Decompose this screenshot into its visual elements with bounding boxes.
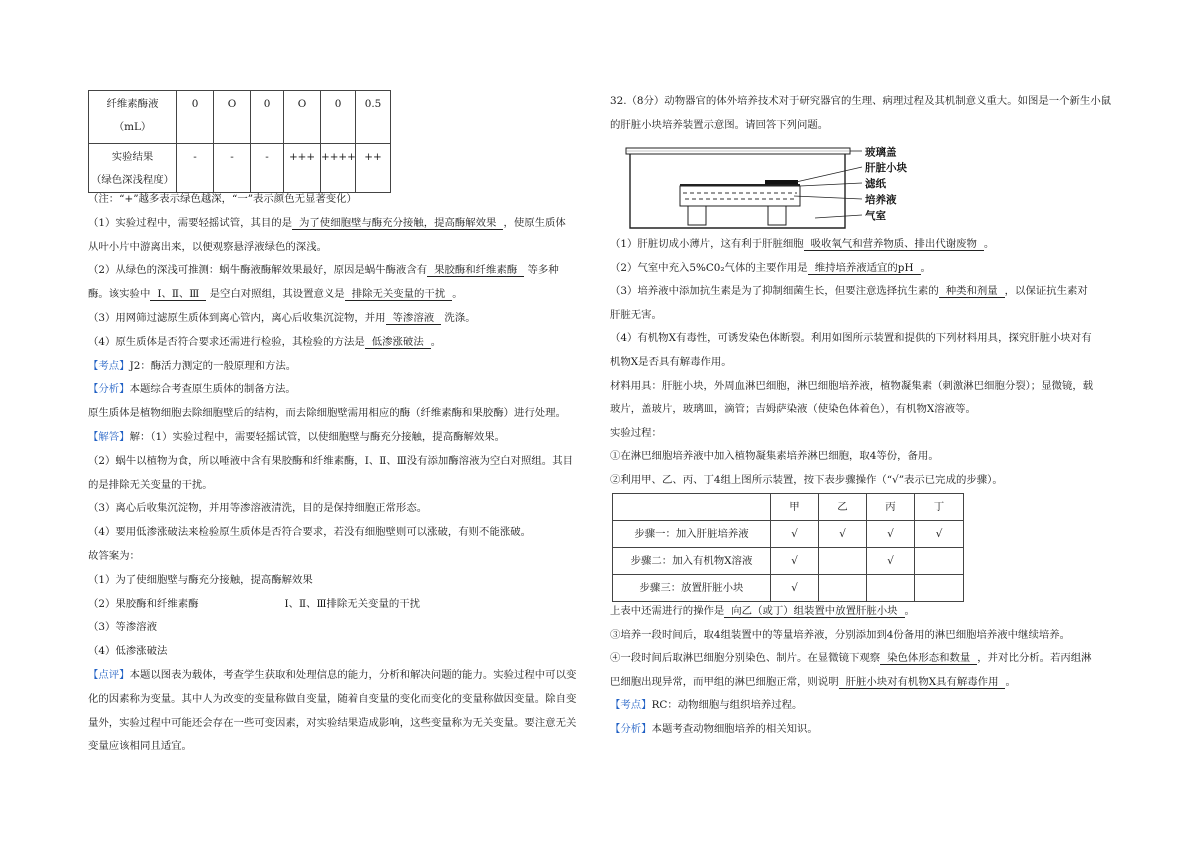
check-mark: √ [867,548,915,575]
text-run: （4）要用低渗涨破法来检验原生质体是否符合要求，若没有细胞壁则可以涨破，有则不能涨破。 [88,526,532,539]
text-line [88,355,598,379]
text-run: ④一段时间后取淋巴细胞分别染色、制片。在显微镜下观察 [610,652,881,665]
dish-leg [688,206,706,225]
text-line [610,351,1115,375]
text-line [610,600,1115,624]
step-label: 步骤三：放置肝脏小块 [613,575,771,602]
text-run: 。 [430,335,442,348]
diagram-label-filter-paper: 滤纸 [865,178,886,190]
text-line [610,694,1115,718]
table-cell: - [177,144,214,193]
text-line [88,331,598,355]
check-mark [867,575,915,602]
text-run: 的是排除无关变量的干扰。 [88,478,213,491]
column-header: 乙 [819,494,867,521]
text-line [88,450,598,474]
text-line [88,474,598,498]
experiment-steps-table [612,493,964,602]
text-run: 本题综合考查原生质体的制备方法。 [129,383,296,396]
step-label: 步骤一：加入肝脏培养液 [613,521,771,548]
answer-blank: 维持培养液适宜的pH [808,262,921,275]
text-line [88,735,598,759]
column-header: 丁 [915,494,964,521]
text-line [88,569,598,593]
text-line [88,259,598,283]
tabbed-text: Ⅰ、Ⅱ、Ⅲ排除无关变量的干扰 [284,597,421,610]
text-run: 肝脏无害。 [610,308,662,321]
question-32-continued [610,600,1115,742]
section-tag: 【考点】 [610,699,652,712]
text-line [610,445,1115,469]
section-tag: 【点评】 [88,668,130,681]
table-cell: O [214,91,251,144]
check-mark: √ [771,575,819,602]
text-line [88,521,598,545]
leader-line [800,183,862,186]
question-32-intro [610,90,1115,137]
text-line [88,593,598,617]
text-run: （2）果胶酶和纤维素酶 [88,597,199,610]
answer-blank: 等渗溶液 [386,312,442,325]
check-mark [819,575,867,602]
text-line [88,640,598,664]
text-run: （4）有机物X有毒性，可诱发染色体断裂。利用如图所示装置和提供的下列材料用具，探究肝脏小块对有 [610,332,1092,345]
answer-blank: 肝脏小块对有机物X具有解毒作用 [839,676,1006,689]
table-row [89,144,391,193]
table-cell: O [284,91,321,144]
text-run: 洗涤。 [441,311,476,324]
text-line [88,236,598,260]
row-label [89,91,177,144]
text-line [610,257,1115,281]
text-run: 机物X是否具有解毒作用。 [610,355,732,368]
row-label [89,144,177,193]
answer-blank: 吸收氧气和营养物质、排出代谢废物 [804,238,984,251]
text-run: ，以保证抗生素对 [1004,285,1088,298]
diagram-label-air-chamber: 气室 [865,210,886,222]
text-run: （3）离心后收集沉淀物，并用等渗溶液清洗，目的是保持细胞正常形态。 [88,502,428,515]
check-mark: √ [915,521,964,548]
table-row [613,548,964,575]
section-tag: 【分析】 [88,383,130,396]
text-run: （注：“+”越多表示绿色越深，“一”表示颜色无显著变化） [88,193,357,205]
text-run: 解：（1）实验过程中，需要轻摇试管，以使细胞壁与酶充分接触，提高酶解效果。 [129,430,506,443]
text-line [88,712,598,736]
diagram-label-culture-liquid: 培养液 [865,194,897,206]
text-line [88,212,598,236]
text-line [610,469,1115,493]
text-run: ②利用甲、乙、丙、丁4组上图所示装置，按下表步骤操作（“√”表示已完成的步骤）。 [610,473,1003,486]
table-header-row [613,494,964,521]
leader-line [794,196,862,199]
text-run: （1）为了使细胞壁与酶充分接触，提高酶解效果 [88,573,313,586]
text-run: 巴细胞出现异常，而甲组的淋巴细胞正常，则说明 [610,675,839,688]
text-line [610,422,1115,446]
table-row [89,91,391,144]
text-line [88,283,598,307]
text-run: （4）低渗涨破法 [88,645,168,658]
text-line [610,233,1115,257]
text-run: 的肝脏小块培养装置示意图。请回答下列问题。 [610,118,829,131]
answer-blank: Ⅰ、Ⅱ、Ⅲ [150,288,206,301]
check-mark: √ [771,521,819,548]
text-run: 变量应该相同且适宜。 [88,740,192,753]
left-column-text [88,188,598,759]
text-run: 32.（8分）动物器官的体外培养技术对于研究器官的生理、病理过程及其机制意义重大。如图是一个新生小鼠 [610,95,1112,107]
liver-culture-apparatus-diagram [610,138,915,233]
check-mark: √ [819,521,867,548]
text-run: （4）原生质体是否符合要求还需进行检验，其检验的方法是 [88,335,365,348]
table-cell: - [214,144,251,193]
column-header: 丙 [867,494,915,521]
answer-blank: 种类和剂量 [939,285,1005,298]
text-run: 。 [452,288,463,301]
text-run: （3）培养液中添加抗生素是为了抑制细菌生长，但要注意选择抗生素的 [610,285,939,298]
text-run: 。 [920,261,931,274]
table-cell: ++++ [321,144,356,193]
row-label-line: 实验结果 [111,151,154,163]
text-line [610,114,1115,138]
section-tag: 【考点】 [88,359,130,372]
table-corner [613,494,771,521]
text-run: 。 [1005,675,1016,688]
text-line [610,718,1115,742]
text-run: J2：酶活力测定的一般原理和方法。 [129,359,297,372]
answer-blank: 果胶酶和纤维素酶 [427,264,524,277]
text-line [88,664,598,688]
table-cell: 0 [177,91,214,144]
text-run: 量外，实验过程中可能还会存在一些可变因素，对实验结果造成影响，这些变量称为无关变量。要注意无关 [88,716,577,729]
text-run: ，并对比分析。若丙组淋 [977,652,1092,665]
text-line [88,402,598,426]
diagram-label-glass-lid: 玻璃盖 [865,146,897,159]
text-run: 从叶小片中游离出来，以便观察悬浮液绿色的深浅。 [88,240,327,253]
check-mark [915,575,964,602]
text-run: （1）实验过程中，需要轻摇试管，其目的是 [88,216,293,229]
question-32-body [610,233,1115,493]
table-cell: 0 [251,91,284,144]
table-cell: 0.5 [356,91,391,144]
text-line [88,497,598,521]
text-line [610,280,1115,304]
culture-dish [680,186,800,206]
text-line [610,398,1115,422]
text-line [88,378,598,402]
text-run: 本题考查动物细胞培养的相关知识。 [651,722,818,735]
text-run: 化的因素称为变量。其中人为改变的变量称做自变量，随着自变量的变化而变化的变量称做因变量。除自变 [88,692,577,705]
table-row [613,521,964,548]
text-line [88,616,598,640]
text-run: 上表中还需进行的操作是 [610,605,725,617]
text-run: 玻片，盖玻片，玻璃皿，滴管；吉姆萨染液（使染色体着色），有机物X溶液等。 [610,403,976,416]
text-run: （2）气室中充入5%C0₂气体的主要作用是 [610,261,808,274]
text-run: 。 [904,605,915,617]
text-line [610,327,1115,351]
dish-leg [768,206,786,225]
leader-line [815,215,862,218]
answer-blank: 排除无关变量的干扰 [345,288,453,301]
text-line [88,188,598,212]
text-run: 原生质体是植物细胞去除细胞壁后的结构，而去除细胞壁需用相应的酶（纤维素酶和果胶酶）进行处理。 [88,407,566,420]
answer-blank: 低渗涨破法 [365,336,431,349]
text-run: 等多种 [524,264,559,277]
diagram-label-liver-piece: 肝脏小块 [865,162,907,174]
text-run: RC：动物细胞与组织培养过程。 [651,699,803,712]
row-label-line: （绿色深浅程度） [90,174,175,186]
text-run: 实验过程： [610,426,662,439]
check-mark: √ [867,521,915,548]
text-run: （3）等渗溶液 [88,621,157,634]
section-tag: 【分析】 [610,722,652,735]
text-line [610,647,1115,671]
text-line [88,426,598,450]
text-run: （3）用网筛过滤原生质体到离心管内，离心后收集沉淀物，并用 [88,311,386,324]
text-run: （2）蜗牛以植物为食，所以唾液中含有果胶酶和纤维素酶，Ⅰ、Ⅱ、Ⅲ没有添加酶溶液为空白对照组。其目 [88,454,573,467]
text-line [610,304,1115,328]
table-row [613,575,964,602]
answer-blank: 为了使细胞壁与酶充分接触，提高酶解效果 [292,217,503,230]
table-cell: +++ [284,144,321,193]
text-line [88,688,598,712]
text-run: ，使原生质体 [503,216,566,229]
text-line [88,545,598,569]
answer-blank: 染色体形态和数量 [880,652,977,665]
column-header: 甲 [771,494,819,521]
check-mark [915,548,964,575]
table-cell: 0 [321,91,356,144]
text-line [610,90,1115,114]
text-run: 是空白对照组，其设置意义是 [206,288,345,301]
text-run: 故答案为： [88,549,140,562]
text-line [610,375,1115,399]
table-cell: - [251,144,284,193]
text-run: ①在淋巴细胞培养液中加入植物凝集素培养淋巴细胞，取4等份，备用。 [610,450,939,463]
leader-line [796,167,862,182]
text-line [610,671,1115,695]
text-run: （1）肝脏切成小薄片，这有利于肝脏细胞 [610,238,804,250]
step-label: 步骤二：加入有机物X溶液 [613,548,771,575]
text-line [610,624,1115,648]
section-tag: 【解答】 [88,430,130,443]
check-mark [819,548,867,575]
enzyme-results-table [88,90,391,193]
text-run: 材料用具：肝脏小块，外周血淋巴细胞，淋巴细胞培养液，植物凝集素（刺激淋巴细胞分裂）；显微镜，载 [610,379,1094,392]
text-run: ③培养一段时间后，取4组装置中的等量培养液，分别添加到4份备用的淋巴细胞培养液中继续培养。 [610,628,1071,641]
text-run: 。 [983,238,995,250]
text-run: 酶。该实验中 [88,288,151,301]
row-label-line: 纤维素酶液 [106,98,159,110]
text-line [88,307,598,331]
liver-piece [765,180,798,185]
table-cell: ++ [356,144,391,193]
text-run: 本题以图表为载体，考查学生获取和处理信息的能力，分析和解决问题的能力。实验过程中可以变 [129,668,577,681]
row-label-line: （mL） [113,121,152,133]
answer-blank: 向乙（或丁）组装置中放置肝脏小块 [724,605,904,618]
text-run: （2）从绿色的深浅可推测：蜗牛酶液酶解效果最好，原因是蜗牛酶液含有 [88,264,428,277]
check-mark: √ [771,548,819,575]
